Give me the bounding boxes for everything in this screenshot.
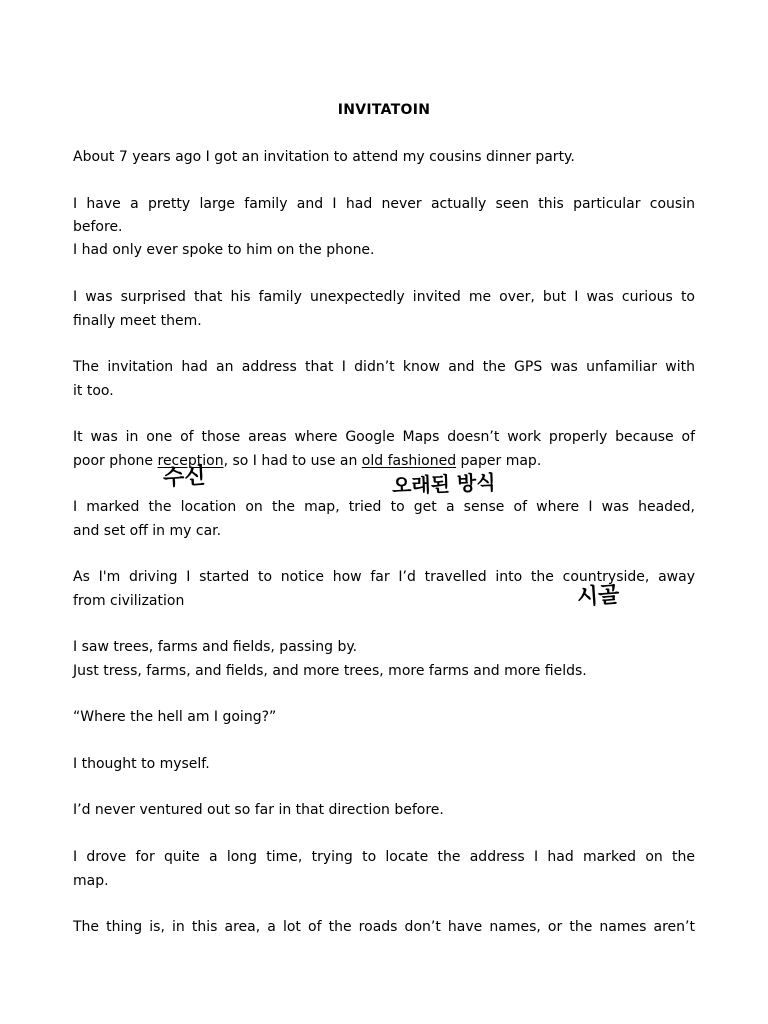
paragraph-line: About 7 years ago I got an invitation to attend my cousins dinner party. — [73, 149, 575, 165]
paragraph-line: it too. — [73, 383, 114, 399]
paragraph-line: and set off in my car. — [73, 523, 222, 539]
paragraph-line: before. — [73, 219, 123, 235]
handwritten-annotation-reception: 수신 — [162, 463, 207, 492]
text-segment: , so I had to use an — [223, 453, 362, 469]
handwritten-annotation-old-fashioned: 오래된 방식 — [391, 470, 496, 498]
paragraph-line: finally meet them. — [73, 313, 202, 329]
paragraph-line: I’d never ventured out so far in that direction before. — [73, 802, 444, 818]
paragraph-line: I was surprised that his family unexpectedly invited me over, but I was curious to — [73, 289, 695, 305]
text-segment: paper map. — [456, 453, 542, 469]
paragraph-line: I had only ever spoke to him on the phone. — [73, 242, 375, 258]
handwritten-annotation-countryside: 시골 — [576, 582, 621, 611]
paragraph-line: from civilization — [73, 593, 185, 609]
paragraph-line: It was in one of those areas where Google Maps doesn’t work properly because of — [73, 429, 695, 445]
paragraph-line: The thing is, in this area, a lot of the roads don’t have names, or the names aren’t — [73, 919, 695, 935]
paragraph-line: I saw trees, farms and fields, passing by. — [73, 639, 358, 655]
paragraph-line: As I'm driving I started to notice how far I’d travelled into the countryside, away — [73, 569, 695, 585]
paragraph-line: I marked the location on the map, tried to get a sense of where I was headed, — [73, 499, 695, 515]
paragraph-line: map. — [73, 873, 109, 889]
paragraph-line: I drove for quite a long time, trying to locate the address I had marked on the — [73, 849, 695, 865]
underlined-phrase-old-fashioned: old fashioned — [361, 453, 457, 469]
paragraph-line: The invitation had an address that I didn’t know and the GPS was unfamiliar with — [73, 359, 695, 375]
paragraph-line: “Where the hell am I going?” — [73, 709, 277, 725]
underlined-word-reception: reception — [157, 453, 224, 469]
text-segment: poor phone — [73, 453, 158, 469]
paragraph-line: I thought to myself. — [73, 756, 210, 772]
document-title: INVITATOIN — [337, 102, 431, 118]
paragraph-line: I have a pretty large family and I had never actually seen this particular cousin — [73, 196, 695, 212]
paragraph-line: Just tress, farms, and fields, and more trees, more farms and more fields. — [73, 663, 587, 679]
